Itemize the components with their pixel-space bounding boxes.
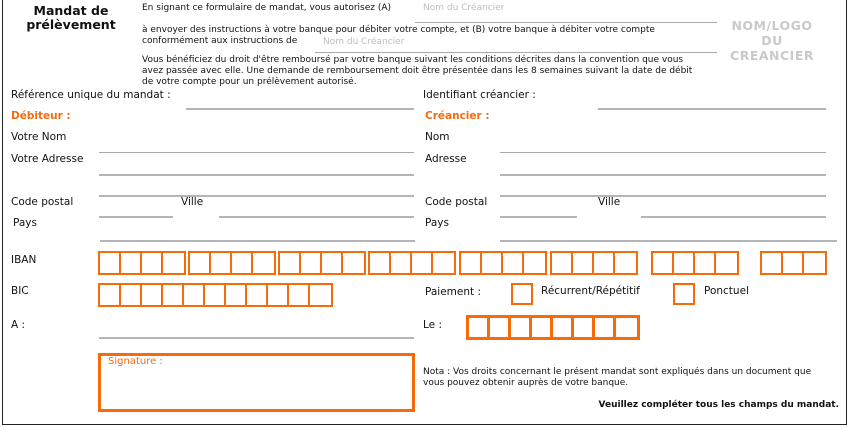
creditor-name-placeholder-1[interactable]: Nom du Créancier <box>423 3 505 13</box>
date-input[interactable] <box>466 315 640 340</box>
debtor-city-label: Ville <box>181 196 204 208</box>
mandate-reference-label: Référence unique du mandat : <box>11 89 171 101</box>
intro-text-3: conformément aux instructions de <box>142 36 298 46</box>
logo-line-1: NOM/LOGO <box>731 18 813 33</box>
debtor-postal-field[interactable] <box>99 216 173 218</box>
signature-box[interactable] <box>98 353 415 412</box>
bic-input[interactable] <box>98 283 333 307</box>
creditor-id-label: Identifiant créancier : <box>423 89 536 101</box>
date-label: Le : <box>423 319 443 331</box>
note-text-1: Nota : Vos droits concernant le présent mandat sont expliqués dans un document que <box>423 367 812 377</box>
intro-text-1: En signant ce formulaire de mandat, vous autorisez (A) <box>142 3 392 13</box>
rights-text-2: avez passée avec elle. Une demande de remboursement doit être présentée dans les 8 semaines suivant la date de débit <box>142 66 693 76</box>
creditor-name-placeholder-2[interactable]: Nom du Créancier <box>323 37 405 47</box>
iban-group-6[interactable] <box>550 251 638 275</box>
creditor-postal-field[interactable] <box>500 216 577 218</box>
creditor-heading: Créancier : <box>425 110 490 122</box>
iban-group-7[interactable] <box>651 251 739 275</box>
logo-line-3: CREANCIER <box>730 48 814 63</box>
title-line-1: Mandat de <box>33 3 109 18</box>
payment-type-label: Paiement : <box>425 286 482 298</box>
recurrent-checkbox[interactable] <box>511 283 533 305</box>
debtor-postal-label: Code postal <box>11 196 74 208</box>
iban-group-3[interactable] <box>278 251 366 275</box>
debtor-address-field-2[interactable] <box>99 195 414 197</box>
place-field[interactable] <box>99 337 414 339</box>
iban-group-5[interactable] <box>459 251 547 275</box>
intro-text-2: à envoyer des instructions à votre banque pour débiter votre compte, et (B) votre banque à débiter votre compte <box>142 25 655 35</box>
bic-label: BIC <box>11 285 29 297</box>
rights-text-1: Vous bénéficiez du droit d'être remboursé par votre banque suivant les conditions décrites dans la convention que vous <box>142 55 684 65</box>
debtor-name-label: Votre Nom <box>11 131 67 143</box>
debtor-country-field[interactable] <box>100 240 415 242</box>
iban-group-4[interactable] <box>368 251 456 275</box>
place-label: A : <box>11 319 26 331</box>
creditor-name-label: Nom <box>425 131 450 143</box>
debtor-country-label: Pays <box>13 217 37 229</box>
creditor-address-field-2[interactable] <box>500 195 826 197</box>
creditor-id-field[interactable] <box>598 108 826 110</box>
creditor-address-field-1[interactable] <box>500 174 826 176</box>
creditor-country-label: Pays <box>425 217 449 229</box>
creditor-name-field-2[interactable] <box>315 52 717 53</box>
note-text-2: vous pouvez obtenir auprès de votre banque. <box>423 378 629 388</box>
debtor-city-field[interactable] <box>219 216 414 218</box>
creditor-name-field-1[interactable] <box>415 22 717 23</box>
creditor-logo-placeholder <box>722 18 822 63</box>
debtor-address-field-1[interactable] <box>99 174 414 176</box>
debtor-heading: Débiteur : <box>11 110 71 122</box>
creditor-city-label: Ville <box>598 196 621 208</box>
iban-group-2[interactable] <box>188 251 276 275</box>
debtor-address-label: Votre Adresse <box>11 153 84 165</box>
creditor-city-field[interactable] <box>641 216 826 218</box>
signature-label: Signature : <box>108 356 163 367</box>
rights-text-3: de votre compte pour un prélèvement autorisé. <box>142 77 357 87</box>
creditor-country-field[interactable] <box>500 240 837 242</box>
recurrent-option-label: Récurrent/Répétitif <box>541 285 640 297</box>
form-title <box>22 4 120 32</box>
creditor-address-label: Adresse <box>425 153 467 165</box>
completion-instruction: Veuillez compléter tous les champs du mandat. <box>598 400 839 410</box>
single-payment-option-label: Ponctuel <box>704 285 749 297</box>
mandate-reference-field[interactable] <box>186 108 414 110</box>
creditor-postal-label: Code postal <box>425 196 488 208</box>
iban-group-8[interactable] <box>760 251 827 275</box>
title-line-2: prélèvement <box>26 17 116 32</box>
creditor-name-field[interactable] <box>500 152 826 153</box>
debtor-name-field[interactable] <box>99 152 414 153</box>
iban-label: IBAN <box>11 254 37 266</box>
logo-line-2: DU <box>761 33 783 48</box>
iban-group-1[interactable] <box>98 251 186 275</box>
single-payment-checkbox[interactable] <box>673 283 695 305</box>
